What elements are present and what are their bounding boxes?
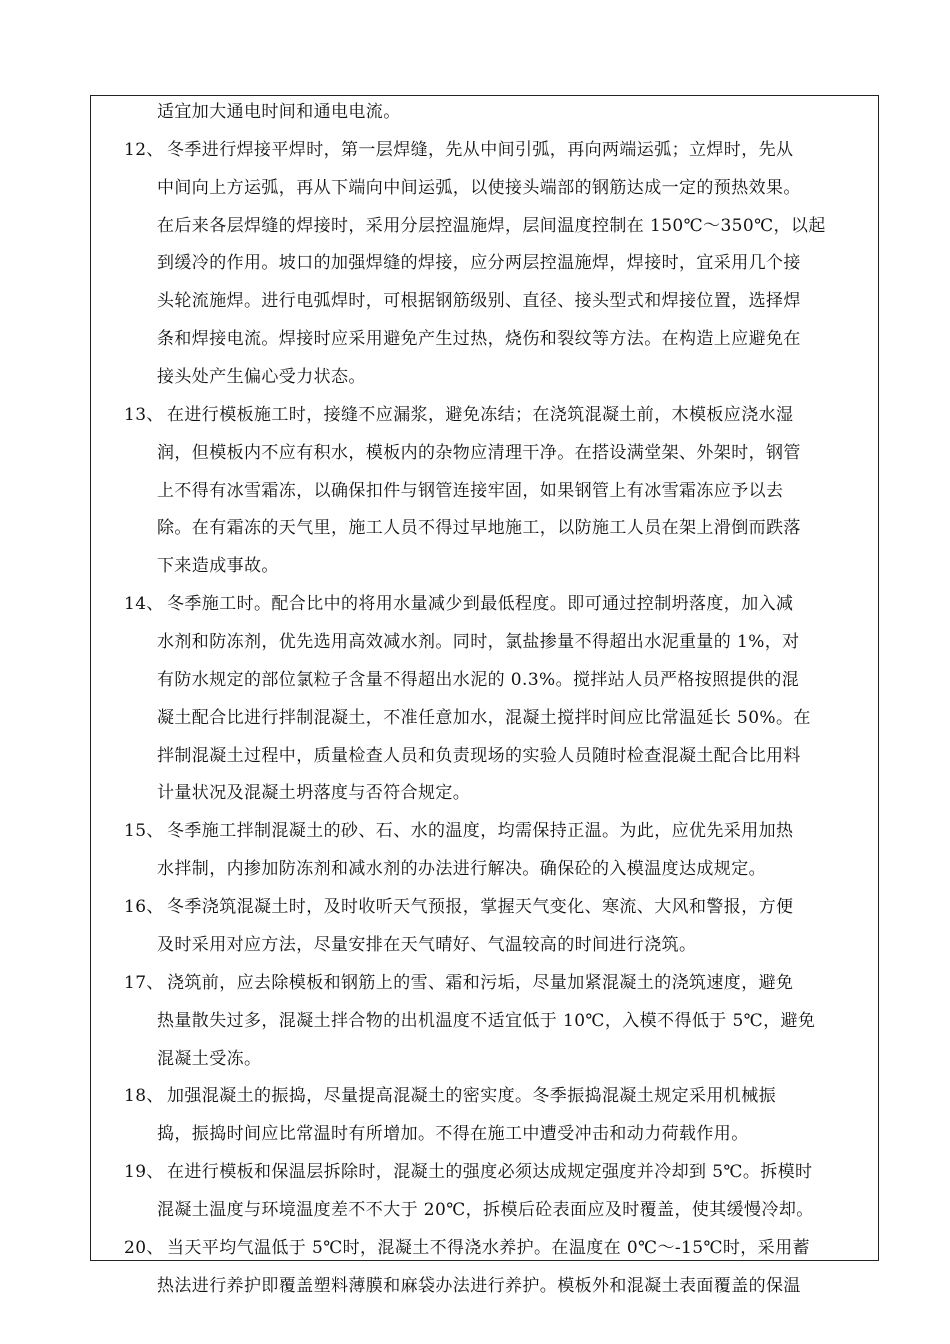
item-number: 17、 [124, 972, 164, 993]
paragraph-text: 计量状况及混凝土坍落度与否符合规定。 [157, 783, 471, 804]
paragraph-text: 混凝土温度与环境温度差不不大于 20℃，拆模后砼表面应及时覆盖，使其缓慢冷却。 [157, 1199, 814, 1220]
paragraph-text: 当天平均气温低于 5℃时，混凝土不得浇水养护。在温度在 0℃～-15℃时，采用蓄 [167, 1237, 810, 1258]
paragraph-text: 冬季浇筑混凝土时，及时收听天气预报，掌握天气变化、寒流、大风和警报，方便 [167, 897, 794, 918]
paragraph-text: 热法进行养护即覆盖塑料薄膜和麻袋办法进行养护。模板外和混凝土表面覆盖的保温 [157, 1275, 801, 1296]
paragraph-text: 浇筑前，应去除模板和钢筋上的雪、霜和污垢，尽量加紧混凝土的浇筑速度，避免 [167, 972, 794, 993]
paragraph-text: 冬季施工时。配合比中的将用水量减少到最低程度。即可通过控制坍落度，加入减 [167, 594, 794, 615]
paragraph-text: 接头处产生偏心受力状态。 [157, 367, 366, 388]
paragraph-text: 凝土配合比进行拌制混凝土，不准任意加水，混凝土搅拌时间应比常温延长 50%。在 [157, 707, 811, 728]
paragraph-text: 润，但模板内不应有积水，模板内的杂物应清理干净。在搭设满堂架、外架时，钢管 [157, 442, 801, 463]
paragraph-text: 在进行模板和保温层拆除时，混凝土的强度必须达成规定强度并冷却到 5℃。拆模时 [167, 1162, 813, 1183]
item-number: 20、 [124, 1237, 164, 1258]
paragraph-text: 拌制混凝土过程中，质量检查人员和负责现场的实验人员随时检查混凝土配合比用料 [157, 745, 801, 766]
paragraph-text: 水剂和防冻剂，优先选用高效减水剂。同时，氯盐掺量不得超出水泥重量的 1%，对 [157, 632, 800, 653]
paragraph-text: 在后来各层焊缝的焊接时，采用分层控温施焊，层间温度控制在 150℃～350℃，以起 [157, 215, 826, 236]
item-number: 15、 [124, 821, 164, 842]
paragraph-text: 及时采用对应方法，尽量安排在天气晴好、气温较高的时间进行浇筑。 [157, 934, 697, 955]
paragraph-text: 混凝土受冻。 [157, 1048, 262, 1069]
item-number: 19、 [124, 1162, 164, 1183]
paragraph-text: 除。在有霜冻的天气里，施工人员不得过早地施工，以防施工人员在架上滑倒而跌落 [157, 518, 801, 539]
paragraph-text: 中间向上方运弧，再从下端向中间运弧，以使接头端部的钢筋达成一定的预热效果。 [157, 177, 801, 198]
paragraph-text: 到缓冷的作用。坡口的加强焊缝的焊接，应分两层控温施焊，焊接时，宜采用几个接 [157, 253, 801, 274]
item-number: 14、 [124, 594, 164, 615]
paragraph-text: 下来造成事故。 [157, 556, 279, 577]
paragraph-text: 有防水规定的部位氯粒子含量不得超出水泥的 0.3%。搅拌站人员严格按照提供的混 [157, 669, 800, 690]
paragraph-text: 在进行模板施工时，接缝不应漏浆，避免冻结；在浇筑混凝土前，木模板应浇水湿 [167, 404, 794, 425]
paragraph-text: 上不得有冰雪霜冻，以确保扣件与钢管连接牢固，如果钢管上有冰雪霜冻应予以去 [157, 480, 784, 501]
paragraph-text: 捣，振捣时间应比常温时有所增加。不得在施工中遭受冲击和动力荷载作用。 [157, 1124, 749, 1145]
item-number: 13、 [124, 404, 164, 425]
paragraph-text: 加强混凝土的振捣，尽量提高混凝土的密实度。冬季振捣混凝土规定采用机械振 [167, 1086, 776, 1107]
paragraph-text: 头轮流施焊。进行电弧焊时，可根据钢筋级别、直径、接头型式和焊接位置，选择焊 [157, 291, 801, 312]
item-number: 16、 [124, 897, 164, 918]
item-number: 18、 [124, 1086, 164, 1107]
paragraph-text: 条和焊接电流。焊接时应采用避免产生过热，烧伤和裂纹等方法。在构造上应避免在 [157, 329, 801, 350]
paragraph-text: 冬季进行焊接平焊时，第一层焊缝，先从中间引弧，再向两端运弧；立焊时，先从 [167, 139, 794, 160]
paragraph-text: 冬季施工拌制混凝土的砂、石、水的温度，均需保持正温。为此，应优先采用加热 [167, 821, 794, 842]
paragraph-text: 水拌制，内掺加防冻剂和减水剂的办法进行解决。确保砼的入模温度达成规定。 [157, 859, 766, 880]
paragraph-text: 热量散失过多，混凝土拌合物的出机温度不适宜低于 10℃，入模不得低于 5℃，避免 [157, 1010, 816, 1031]
paragraph-text: 适宜加大通电时间和通电电流。 [157, 102, 401, 122]
item-number: 12、 [124, 139, 164, 160]
